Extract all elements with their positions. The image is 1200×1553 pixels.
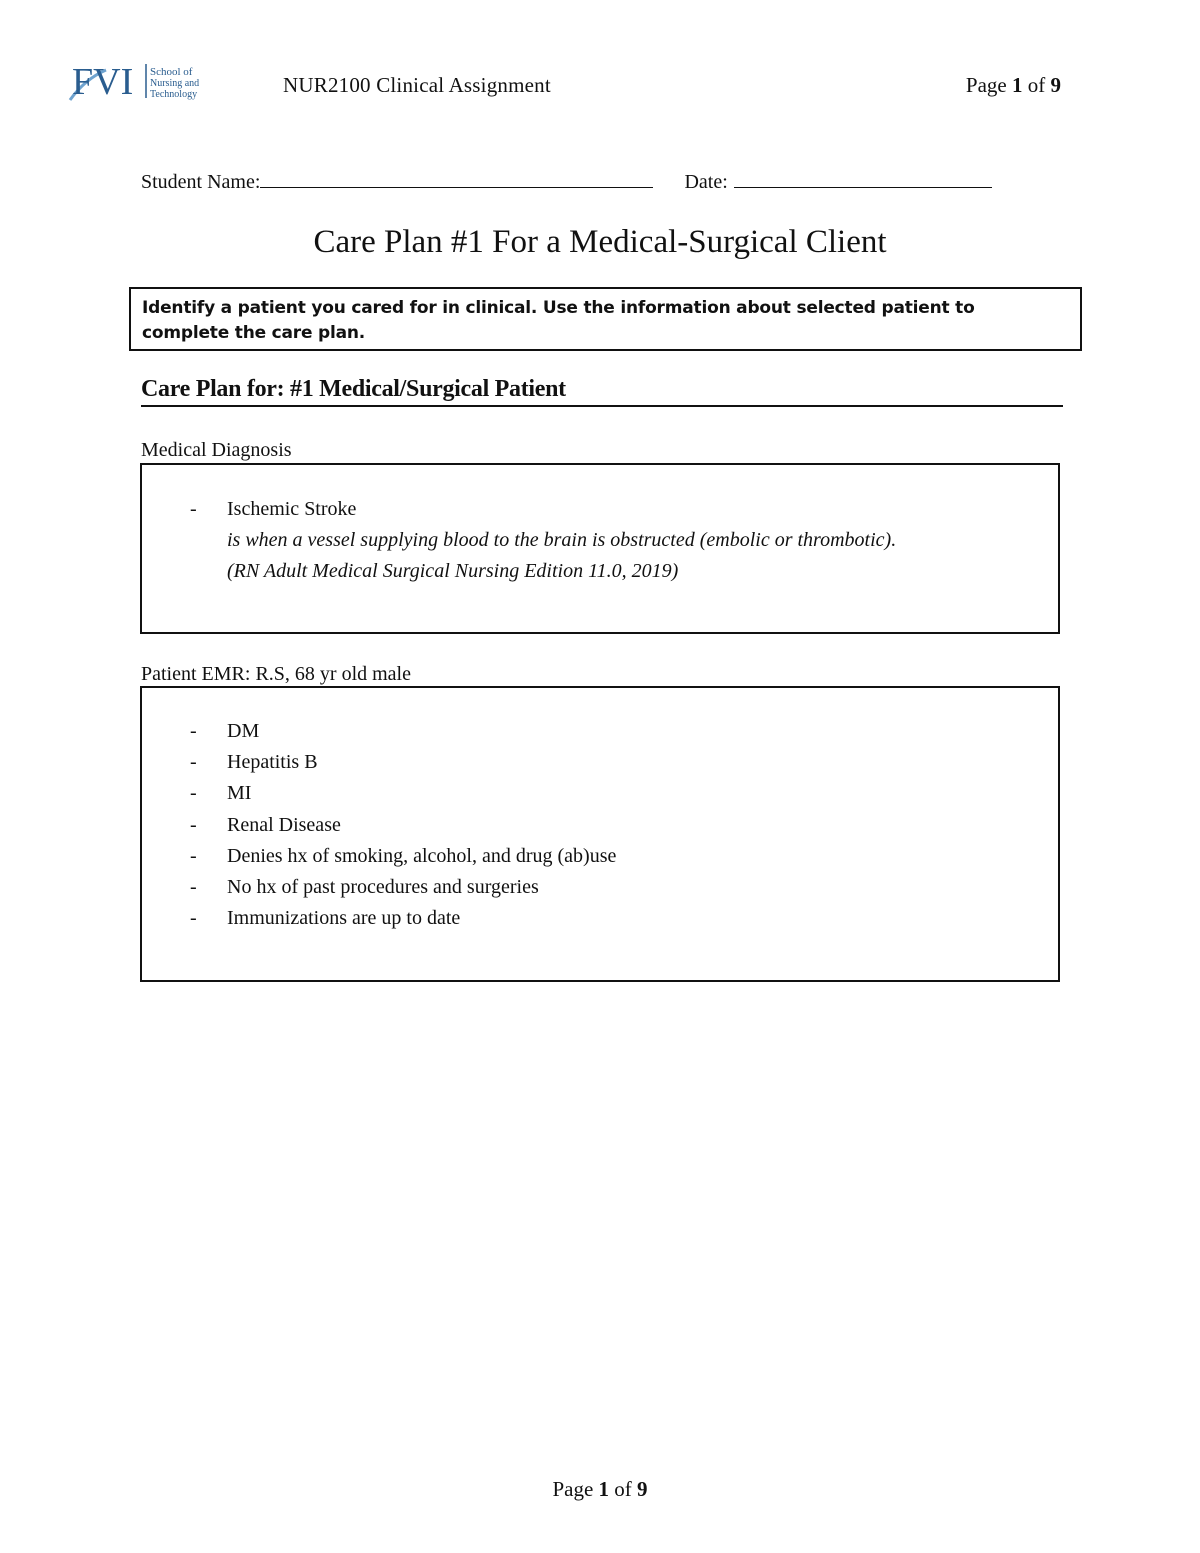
definition-text: is when a vessel supplying blood to the brain is obstructed (embolic or thrombotic). <box>227 529 897 552</box>
instructions-line-1: Identify a patient you cared for in clinical. Use the information about selected patient to <box>142 298 975 318</box>
bullet-dash: - <box>190 498 197 520</box>
emr-item <box>190 747 616 778</box>
emr-item <box>190 872 616 903</box>
page-prefix: Page <box>965 73 1007 97</box>
emr-item-text: Renal Disease <box>227 813 341 836</box>
emr-item <box>190 841 616 872</box>
footer-page-counter <box>0 1477 1200 1502</box>
page-of: of <box>614 1477 632 1501</box>
diagnosis-citation <box>190 556 896 587</box>
patient-emr-box <box>140 686 1060 982</box>
header-page-counter <box>966 73 1061 98</box>
student-info-line <box>141 171 992 194</box>
bullet-dash: - <box>190 844 197 867</box>
diagnosis-definition <box>190 525 896 556</box>
logo-line-3: Technology <box>150 89 198 100</box>
citation-text: (RN Adult Medical Surgical Nursing Edition 11.0, 2019) <box>227 560 679 583</box>
bullet-dash: - <box>190 813 197 836</box>
emr-item <box>190 903 616 934</box>
page-current: 1 <box>598 1477 610 1501</box>
instructions-box <box>129 287 1082 351</box>
page-prefix: Page <box>552 1477 594 1501</box>
emr-item <box>190 778 616 809</box>
emr-item <box>190 716 616 747</box>
emr-item-text: MI <box>227 782 252 805</box>
logo-line-1: School of <box>150 66 193 78</box>
logo-letters: FVI <box>72 61 134 103</box>
bullet-dash: - <box>190 720 197 742</box>
diagnosis-list <box>190 494 896 588</box>
page-of: of <box>1027 73 1046 97</box>
care-plan-heading: Care Plan for: #1 Medical/Surgical Patient <box>141 376 1063 407</box>
emr-item-text: No hx of past procedures and surgeries <box>227 875 539 898</box>
fvi-logo <box>66 56 206 104</box>
logo-line-2: Nursing and <box>150 78 200 89</box>
emr-item-text: Immunizations are up to date <box>227 907 461 930</box>
bullet-dash: - <box>190 907 197 930</box>
patient-emr-label: Patient EMR: R.S, 68 yr old male <box>141 663 411 685</box>
emr-list <box>190 716 616 934</box>
date-blank[interactable] <box>734 173 992 188</box>
emr-item <box>190 810 616 841</box>
medical-diagnosis-box <box>140 463 1060 634</box>
date-label: Date: <box>684 171 728 193</box>
medical-diagnosis-label: Medical Diagnosis <box>141 439 292 461</box>
student-name-blank[interactable] <box>260 173 653 188</box>
emr-item-text: Hepatitis B <box>227 751 318 774</box>
diagnosis-item <box>190 494 896 525</box>
course-title: NUR2100 Clinical Assignment <box>283 73 551 97</box>
page-current: 1 <box>1012 73 1023 97</box>
bullet-dash: - <box>190 782 197 805</box>
document-title: Care Plan #1 For a Medical-Surgical Client <box>313 224 887 260</box>
bullet-dash: - <box>190 875 197 898</box>
emr-item-text: Denies hx of smoking, alcohol, and drug (ab)use <box>227 844 617 867</box>
student-name-label: Student Name: <box>141 171 261 193</box>
instructions-line-2: complete the care plan. <box>142 323 366 343</box>
page-total: 9 <box>1050 73 1061 97</box>
emr-item-text: DM <box>227 720 260 742</box>
bullet-dash: - <box>190 751 197 774</box>
diagnosis-name: Ischemic Stroke <box>227 498 357 520</box>
page-total: 9 <box>637 1477 648 1501</box>
